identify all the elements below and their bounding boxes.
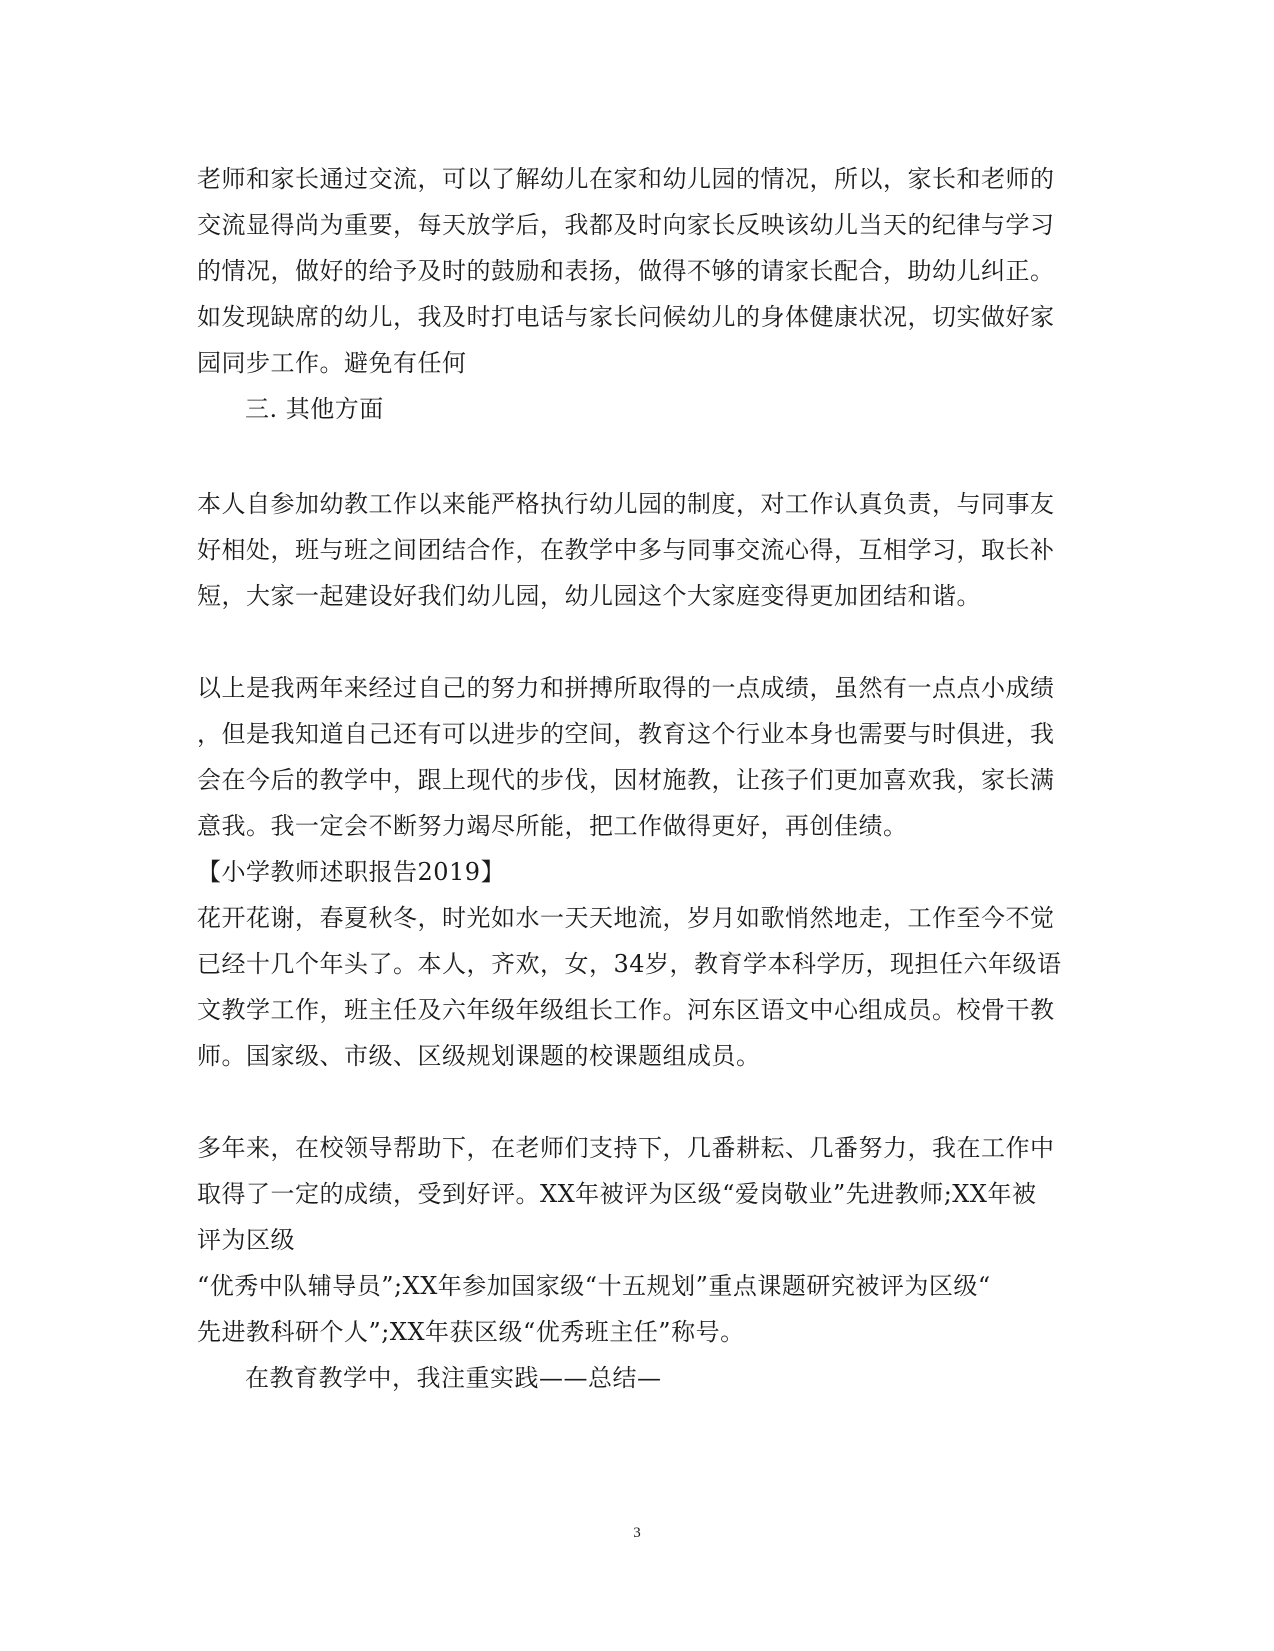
- text-line: 好相处，班与班之间团结合作，在教学中多与同事交流心得，互相学习，取长补: [197, 536, 1055, 564]
- text-line: 的情况，做好的给予及时的鼓励和表扬，做得不够的请家长配合，助幼儿纠正。: [197, 257, 1055, 285]
- text-line: 花开花谢，春夏秋冬，时光如水一天天地流，岁月如歌悄然地走，工作至今不觉: [197, 904, 1055, 932]
- text-line: “优秀中队辅导员”;XX年参加国家级“十五规划”重点课题研究被评为区级“: [197, 1272, 991, 1300]
- report-title: 【小学教师述职报告2019】: [197, 858, 506, 886]
- text-line: 师。国家级、市级、区级规划课题的校课题组成员。: [197, 1042, 761, 1070]
- text-line: 多年来，在校领导帮助下，在老师们支持下，几番耕耘、几番努力，我在工作中: [197, 1134, 1055, 1162]
- text-line: 先进教科研个人”;XX年获区级“优秀班主任”称号。: [197, 1318, 745, 1346]
- text-line: 以上是我两年来经过自己的努力和拼搏所取得的一点成绩，虽然有一点点小成绩: [197, 674, 1055, 702]
- section-heading: 三. 其他方面: [245, 395, 384, 423]
- text-line: 在教育教学中，我注重实践——总结—: [245, 1364, 662, 1392]
- text-line: 园同步工作。避免有任何: [197, 349, 467, 377]
- text-line: 文教学工作，班主任及六年级年级组长工作。河东区语文中心组成员。校骨干教: [197, 996, 1055, 1024]
- text-line: 取得了一定的成绩，受到好评。XX年被评为区级“爱岗敬业”先进教师;XX年被: [197, 1180, 1037, 1208]
- text-line: 意我。我一定会不断努力竭尽所能，把工作做得更好，再创佳绩。: [197, 812, 908, 840]
- text-line: 短，大家一起建设好我们幼儿园，幼儿园这个大家庭变得更加团结和谐。: [197, 582, 981, 610]
- text-line: ，但是我知道自己还有可以进步的空间，教育这个行业本身也需要与时俱进，我: [197, 720, 1055, 748]
- text-line: 会在今后的教学中，跟上现代的步伐，因材施教，让孩子们更加喜欢我，家长满: [197, 766, 1055, 794]
- page-number: 3: [633, 1525, 641, 1541]
- text-line: 老师和家长通过交流，可以了解幼儿在家和幼儿园的情况，所以，家长和老师的: [197, 165, 1055, 193]
- text-line: 如发现缺席的幼儿，我及时打电话与家长问候幼儿的身体健康状况，切实做好家: [197, 303, 1055, 331]
- text-line: 本人自参加幼教工作以来能严格执行幼儿园的制度，对工作认真负责，与同事友: [197, 490, 1055, 518]
- text-line: 评为区级: [197, 1226, 295, 1254]
- text-line: 交流显得尚为重要，每天放学后，我都及时向家长反映该幼儿当天的纪律与学习: [197, 211, 1055, 239]
- text-line: 已经十几个年头了。本人，齐欢，女，34岁，教育学本科学历，现担任六年级语: [197, 950, 1062, 978]
